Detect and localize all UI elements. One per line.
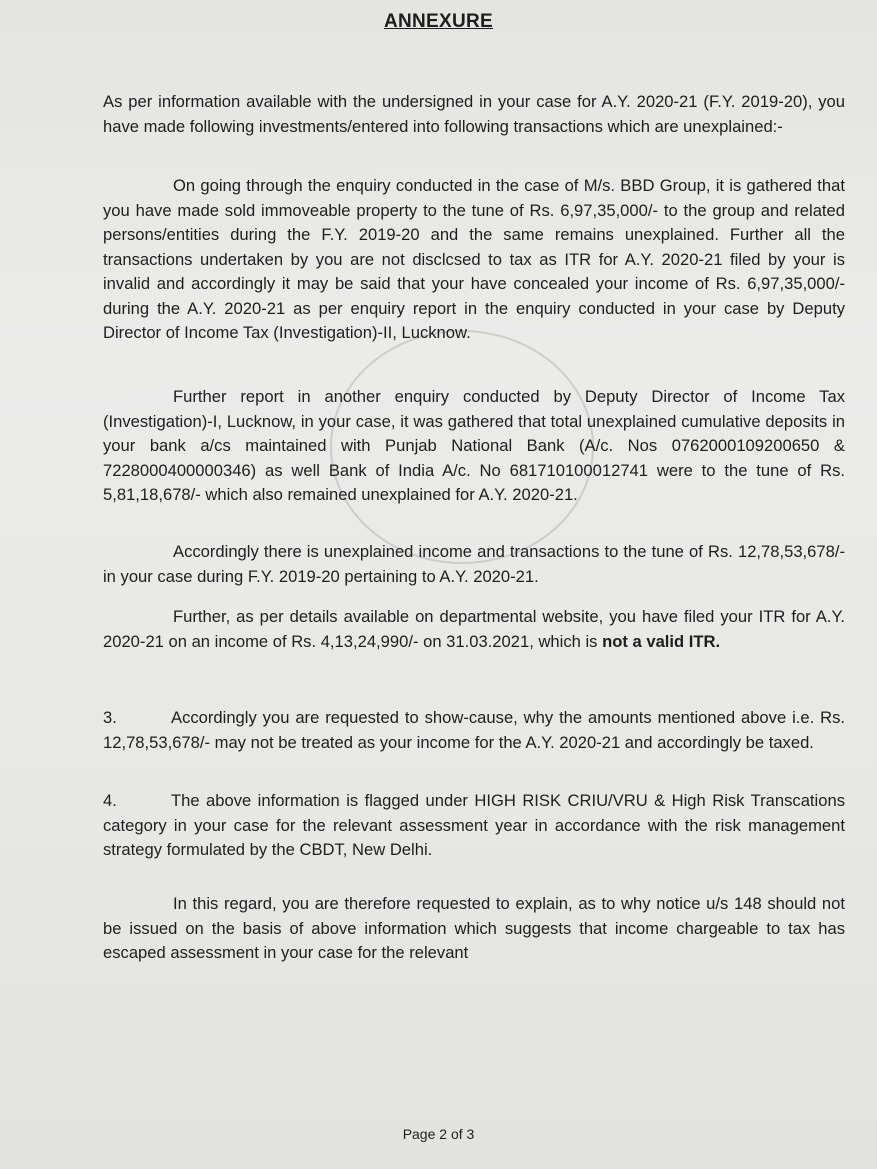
show-cause-text: Accordingly you are requested to show-cause, why the amounts mentioned above i.e. Rs. 12,78,53,678/- may not be treated as your income for the A.Y. 2020-21 and accordingly be taxed. [103, 708, 845, 752]
paragraph-number-3: 3. [103, 708, 117, 727]
paragraph-4-high-risk [103, 789, 845, 863]
paragraph-notice-148: In this regard, you are therefore requested to explain, as to why notice u/s 148 should not be issued on the basis of above information which suggests that income chargeable to tax has escaped assessment in your case for the relevant [103, 894, 845, 962]
paragraph-bbd-group-enquiry: On going through the enquiry conducted in the case of M/s. BBD Group, it is gathered that you have made sold immoveable property to the tune of Rs. 6,97,35,000/- to the group and related persons/entities during the F.Y. 2019-20 and the same remains unexplained. Further all the transactions undertaken by you are not disclcsed to tax as ITR for A.Y. 2020-21 filed by your is invalid and accordingly it may be said that your have concealed your income of Rs. 6,97,35,000/- during the A.Y. 2020-21 as per enquiry report in the enquiry conducted in your case by Deputy Director of Income Tax (Investigation)-II, Lucknow. [103, 176, 845, 342]
document-title: ANNEXURE [383, 11, 494, 32]
itr-filed-text: Further, as per details available on departmental website, you have filed your ITR for A.Y. 2020-21 on an income of Rs. 4,13,24,990/- on 31.03.2021, which is [103, 607, 845, 651]
page-number: Page 2 of 3 [402, 1126, 475, 1142]
not-valid-itr-text: not a valid ITR. [602, 631, 721, 651]
intro-paragraph: As per information available with the undersigned in your case for A.Y. 2020-21 (F.Y. 2019-20), you have made following investments/entered into following transactions which are unexplained:- [103, 92, 845, 136]
paragraph-bank-deposits: Further report in another enquiry conducted by Deputy Director of Income Tax (Investigation)-I, Lucknow, in your case, it was gathered that total unexplained cumulative deposits in your bank a/cs maintained with Punjab National Bank (A/c. Nos 0762000109200650 & 7228000400000346) as well Bank of India A/c. No 681710100012741 were to the tune of Rs. 5,81,18,678/- which also remained unexplained for A.Y. 2020-21. [103, 387, 845, 504]
paragraph-number-4: 4. [103, 791, 117, 810]
paragraph-total-unexplained: Accordingly there is unexplained income and transactions to the tune of Rs. 12,78,53,678/- in your case during F.Y. 2019-20 pertaining to A.Y. 2020-21. [103, 542, 845, 586]
paragraph-3-show-cause [103, 706, 845, 755]
high-risk-text: The above information is flagged under HIGH RISK CRIU/VRU & High Risk Transcations category in your case for the relevant assessment year in accordance with the risk management strategy formulated by the CBDT, New Delhi. [103, 791, 845, 859]
paragraph-itr-filed [103, 605, 845, 654]
